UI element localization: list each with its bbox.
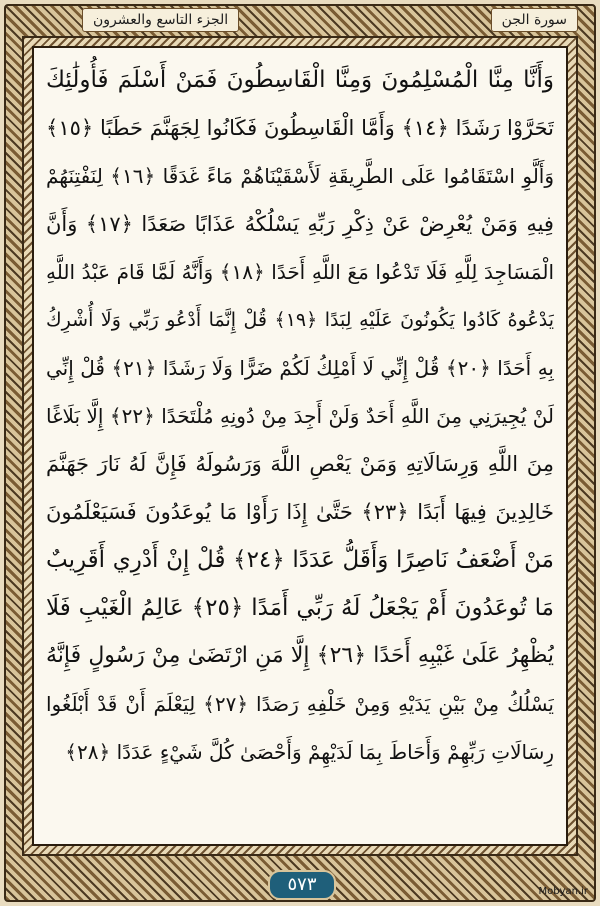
verse-line: بِهِ أَحَدًا ﴿٢٠﴾ قُلْ إِنِّي لَا أَمْلِكُ لَكُمْ ضَرًّا وَلَا رَشَدًا ﴿٢١﴾ قُلْ إِنِّي [46, 356, 554, 380]
surah-label: سورة الجن [491, 8, 578, 32]
juz-label: الجزء التاسع والعشرون [82, 8, 239, 32]
verse-line: رِسَالَاتِ رَبِّهِمْ وَأَحَاطَ بِمَا لَدَيْهِمْ وَأَحْصَىٰ كُلَّ شَيْءٍ عَدَدًا ﴿٢٨﴾ [65, 740, 554, 764]
verse-line: فِيهِ وَمَنْ يُعْرِضْ عَنْ ذِكْرِ رَبِّهِ يَسْلُكْهُ عَذَابًا صَعَدًا ﴿١٧﴾ وَأَنَّ [46, 212, 554, 236]
watermark: Mobyan.ir [538, 886, 588, 897]
verse-lines [46, 56, 554, 776]
verse-line: مِنَ اللَّهِ وَرِسَالَاتِهِ وَمَنْ يَعْصِ اللَّهَ وَرَسُولَهُ فَإِنَّ لَهُ نَارَ جَهَنَّمَ [46, 452, 554, 476]
verse-line: خَالِدِينَ فِيهَا أَبَدًا ﴿٢٣﴾ حَتَّىٰ إِذَا رَأَوْا مَا يُوعَدُونَ فَسَيَعْلَمُونَ [46, 500, 554, 524]
verse-line: يُظْهِرُ عَلَىٰ غَيْبِهِ أَحَدًا ﴿٢٦﴾ إِلَّا مَنِ ارْتَضَىٰ مِنْ رَسُولٍ فَإِنَّهُ [46, 643, 554, 668]
page-header [22, 6, 578, 34]
verse-line: وَأَلَّوِ اسْتَقَامُوا عَلَى الطَّرِيقَةِ لَأَسْقَيْنَاهُمْ مَاءً غَدَقًا ﴿١٦﴾ لِنَفْتِنَهُمْ [46, 164, 554, 188]
verse-line: مَا تُوعَدُونَ أَمْ يَجْعَلُ لَهُ رَبِّي أَمَدًا ﴿٢٥﴾ عَالِمُ الْغَيْبِ فَلَا [46, 595, 554, 621]
verse-line: مَنْ أَضْعَفُ نَاصِرًا وَأَقَلُّ عَدَدًا ﴿٢٤﴾ قُلْ إِنْ أَدْرِي أَقَرِيبٌ [46, 547, 554, 573]
verse-line: يَدْعُوهُ كَادُوا يَكُونُونَ عَلَيْهِ لِبَدًا ﴿١٩﴾ قُلْ إِنَّمَا أَدْعُو رَبِّي وَلَا أُشْرِكُ [46, 309, 554, 331]
verse-line: وَأَنَّا مِنَّا الْمُسْلِمُونَ وَمِنَّا الْقَاسِطُونَ فَمَنْ أَسْلَمَ فَأُولَٰئِكَ [46, 67, 554, 93]
verse-line: الْمَسَاجِدَ لِلَّهِ فَلَا تَدْعُوا مَعَ اللَّهِ أَحَدًا ﴿١٨﴾ وَأَنَّهُ لَمَّا قَامَ عَبْدُ اللَّهِ [46, 260, 554, 284]
verse-line: تَحَرَّوْا رَشَدًا ﴿١٤﴾ وَأَمَّا الْقَاسِطُونَ فَكَانُوا لِجَهَنَّمَ حَطَبًا ﴿١٥﴾ [46, 116, 554, 140]
page-number: ٥٧٣ [268, 870, 336, 900]
verse-line: لَنْ يُجِيرَنِي مِنَ اللَّهِ أَحَدٌ وَلَنْ أَجِدَ مِنْ دُونِهِ مُلْتَحَدًا ﴿٢٢﴾ إِلَّا بَلَاغًا [46, 404, 554, 428]
verse-line: يَسْلُكُ مِنْ بَيْنِ يَدَيْهِ وَمِنْ خَلْفِهِ رَصَدًا ﴿٢٧﴾ لِيَعْلَمَ أَنْ قَدْ أَبْلَغُوا [46, 692, 554, 716]
